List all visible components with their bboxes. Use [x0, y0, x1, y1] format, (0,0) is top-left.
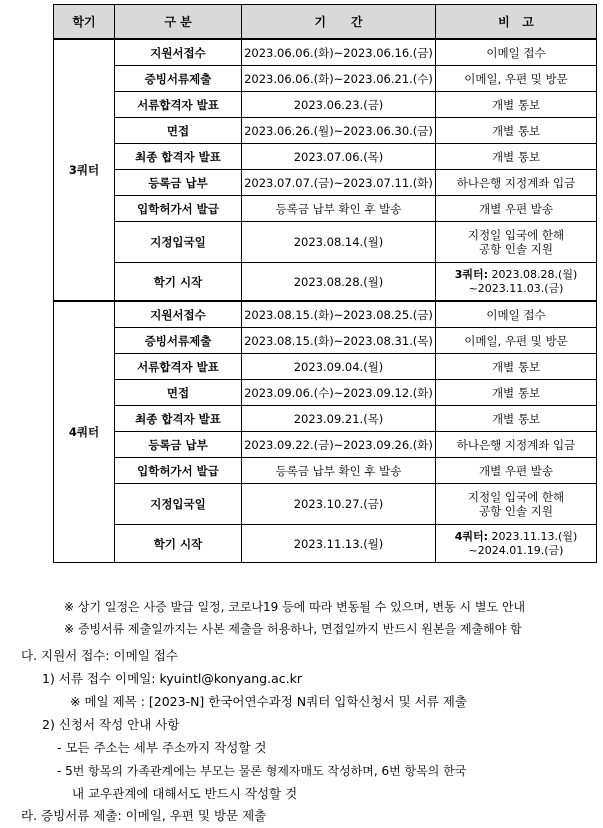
body-line: ※ 메일 제목 : [2023-N] 한국어연수과정 N쿼터 입학신청서 및 서류 제출 — [70, 694, 467, 709]
row-note: 이메일, 우편 및 방문 — [436, 66, 597, 92]
row-period: 2023.11.13.(월) — [242, 525, 436, 563]
row-note: 개별 우편 발송 — [436, 458, 597, 484]
row-period: 2023.08.14.(월) — [242, 222, 436, 263]
row-note: 이메일, 우편 및 방문 — [436, 328, 597, 354]
row-item: 지정입국일 — [115, 484, 242, 525]
row-note: 하나은행 지정계좌 입금 — [436, 170, 597, 196]
row-period: 2023.09.06.(수)~2023.09.12.(화) — [242, 380, 436, 406]
quarter-label: 3쿼터 — [54, 39, 115, 301]
note-line: 공항 인솔 지원 — [479, 504, 553, 518]
table-row — [54, 66, 597, 92]
table-row — [54, 263, 597, 302]
row-note — [436, 263, 597, 302]
row-note: 개별 통보 — [436, 354, 597, 380]
row-note: 개별 통보 — [436, 406, 597, 432]
row-item: 등록금 납부 — [115, 432, 242, 458]
row-item: 최종 합격자 발표 — [115, 144, 242, 170]
table-row — [54, 39, 597, 66]
header-category: 구 분 — [115, 5, 242, 40]
table-row — [54, 525, 597, 563]
note-line: ~2024.01.19.(금) — [468, 543, 564, 557]
row-item: 증빙서류제출 — [115, 328, 242, 354]
row-item: 입학허가서 발급 — [115, 458, 242, 484]
row-item: 입학허가서 발급 — [115, 196, 242, 222]
table-header-row — [54, 5, 597, 40]
note-quarter-label: 3쿼터: — [454, 267, 489, 281]
row-item: 서류합격자 발표 — [115, 92, 242, 118]
header-period: 기 간 — [242, 5, 436, 40]
row-item: 학기 시작 — [115, 525, 242, 563]
table-row — [54, 144, 597, 170]
row-period: 2023.08.15.(화)~2023.08.25.(금) — [242, 301, 436, 328]
row-note: 하나은행 지정계좌 입금 — [436, 432, 597, 458]
table-row — [54, 196, 597, 222]
row-period: 2023.06.23.(금) — [242, 92, 436, 118]
table-row — [54, 222, 597, 263]
row-period: 2023.09.04.(월) — [242, 354, 436, 380]
row-period: 2023.06.06.(화)~2023.06.16.(금) — [242, 39, 436, 66]
table-row — [54, 170, 597, 196]
table-row — [54, 118, 597, 144]
section-heading: 라. 증빙서류 제출: 이메일, 우편 및 방문 제출 — [21, 808, 267, 823]
row-item: 지정입국일 — [115, 222, 242, 263]
row-note — [436, 222, 597, 263]
row-period: 2023.06.06.(화)~2023.06.21.(수) — [242, 66, 436, 92]
table-row — [54, 432, 597, 458]
body-line: 내 교우관계에 대해서도 반드시 작성할 것 — [72, 786, 298, 801]
table-row — [54, 328, 597, 354]
row-note: 개별 통보 — [436, 92, 597, 118]
row-item: 등록금 납부 — [115, 170, 242, 196]
row-note: 이메일 접수 — [436, 39, 597, 66]
row-period: 2023.09.22.(금)~2023.09.26.(화) — [242, 432, 436, 458]
row-item: 지원서접수 — [115, 301, 242, 328]
row-note: 이메일 접수 — [436, 301, 597, 328]
row-period: 2023.08.15.(화)~2023.08.31.(목) — [242, 328, 436, 354]
table-row — [54, 458, 597, 484]
body-line: - 모든 주소는 세부 주소까지 작성할 것 — [57, 740, 267, 755]
table-row — [54, 484, 597, 525]
row-note: 개별 통보 — [436, 380, 597, 406]
note-quarter-label: 4쿼터: — [454, 529, 489, 543]
row-period: 2023.08.28.(월) — [242, 263, 436, 302]
row-period: 2023.09.21.(목) — [242, 406, 436, 432]
note-line: 지정일 입국에 한해 — [467, 490, 565, 504]
note-line: 2023.11.13.(월) — [488, 529, 578, 543]
note-line: 공항 인솔 지원 — [479, 242, 553, 256]
note-line: ~2023.11.03.(금) — [468, 281, 564, 295]
quarter-label: 4쿼터 — [54, 301, 115, 563]
table-row — [54, 301, 597, 328]
row-item: 최종 합격자 발표 — [115, 406, 242, 432]
section-heading: 다. 지원서 접수: 이메일 접수 — [21, 648, 178, 663]
footnote: ※ 상기 일정은 사증 발급 일정, 코로나19 등에 따라 변동될 수 있으며, 변동 시 별도 안내 — [64, 600, 526, 614]
row-note: 개별 우편 발송 — [436, 196, 597, 222]
row-note — [436, 484, 597, 525]
header-semester: 학기 — [54, 5, 115, 40]
row-item: 증빙서류제출 — [115, 66, 242, 92]
row-item: 면접 — [115, 380, 242, 406]
row-item: 면접 — [115, 118, 242, 144]
body-line: - 5번 항목의 가족관계에는 부모는 물론 형제자매도 작성하며, 6번 항목의 한국 — [57, 764, 467, 778]
footnote: ※ 증빙서류 제출일까지는 사본 제출을 허용하나, 면접일까지 반드시 원본을 제출해야 함 — [64, 622, 522, 636]
row-period: 2023.07.07.(금)~2023.07.11.(화) — [242, 170, 436, 196]
row-item: 학기 시작 — [115, 263, 242, 302]
table-row — [54, 406, 597, 432]
body-line: 1) 서류 접수 이메일: kyuintl@konyang.ac.kr — [42, 671, 302, 686]
schedule-table — [53, 4, 597, 563]
row-note — [436, 525, 597, 563]
row-period: 2023.06.26.(월)~2023.06.30.(금) — [242, 118, 436, 144]
row-note: 개별 통보 — [436, 144, 597, 170]
row-period: 2023.10.27.(금) — [242, 484, 436, 525]
row-period: 등록금 납부 확인 후 발송 — [242, 458, 436, 484]
note-line: 지정일 입국에 한해 — [467, 228, 565, 242]
header-remarks: 비 고 — [436, 5, 597, 40]
row-item: 지원서접수 — [115, 39, 242, 66]
body-line: 2) 신청서 작성 안내 사항 — [42, 717, 180, 732]
row-note: 개별 통보 — [436, 118, 597, 144]
table-row — [54, 354, 597, 380]
table-row — [54, 380, 597, 406]
row-period: 등록금 납부 확인 후 발송 — [242, 196, 436, 222]
note-line: 2023.08.28.(월) — [488, 267, 578, 281]
row-item: 서류합격자 발표 — [115, 354, 242, 380]
row-period: 2023.07.06.(목) — [242, 144, 436, 170]
table-row — [54, 92, 597, 118]
